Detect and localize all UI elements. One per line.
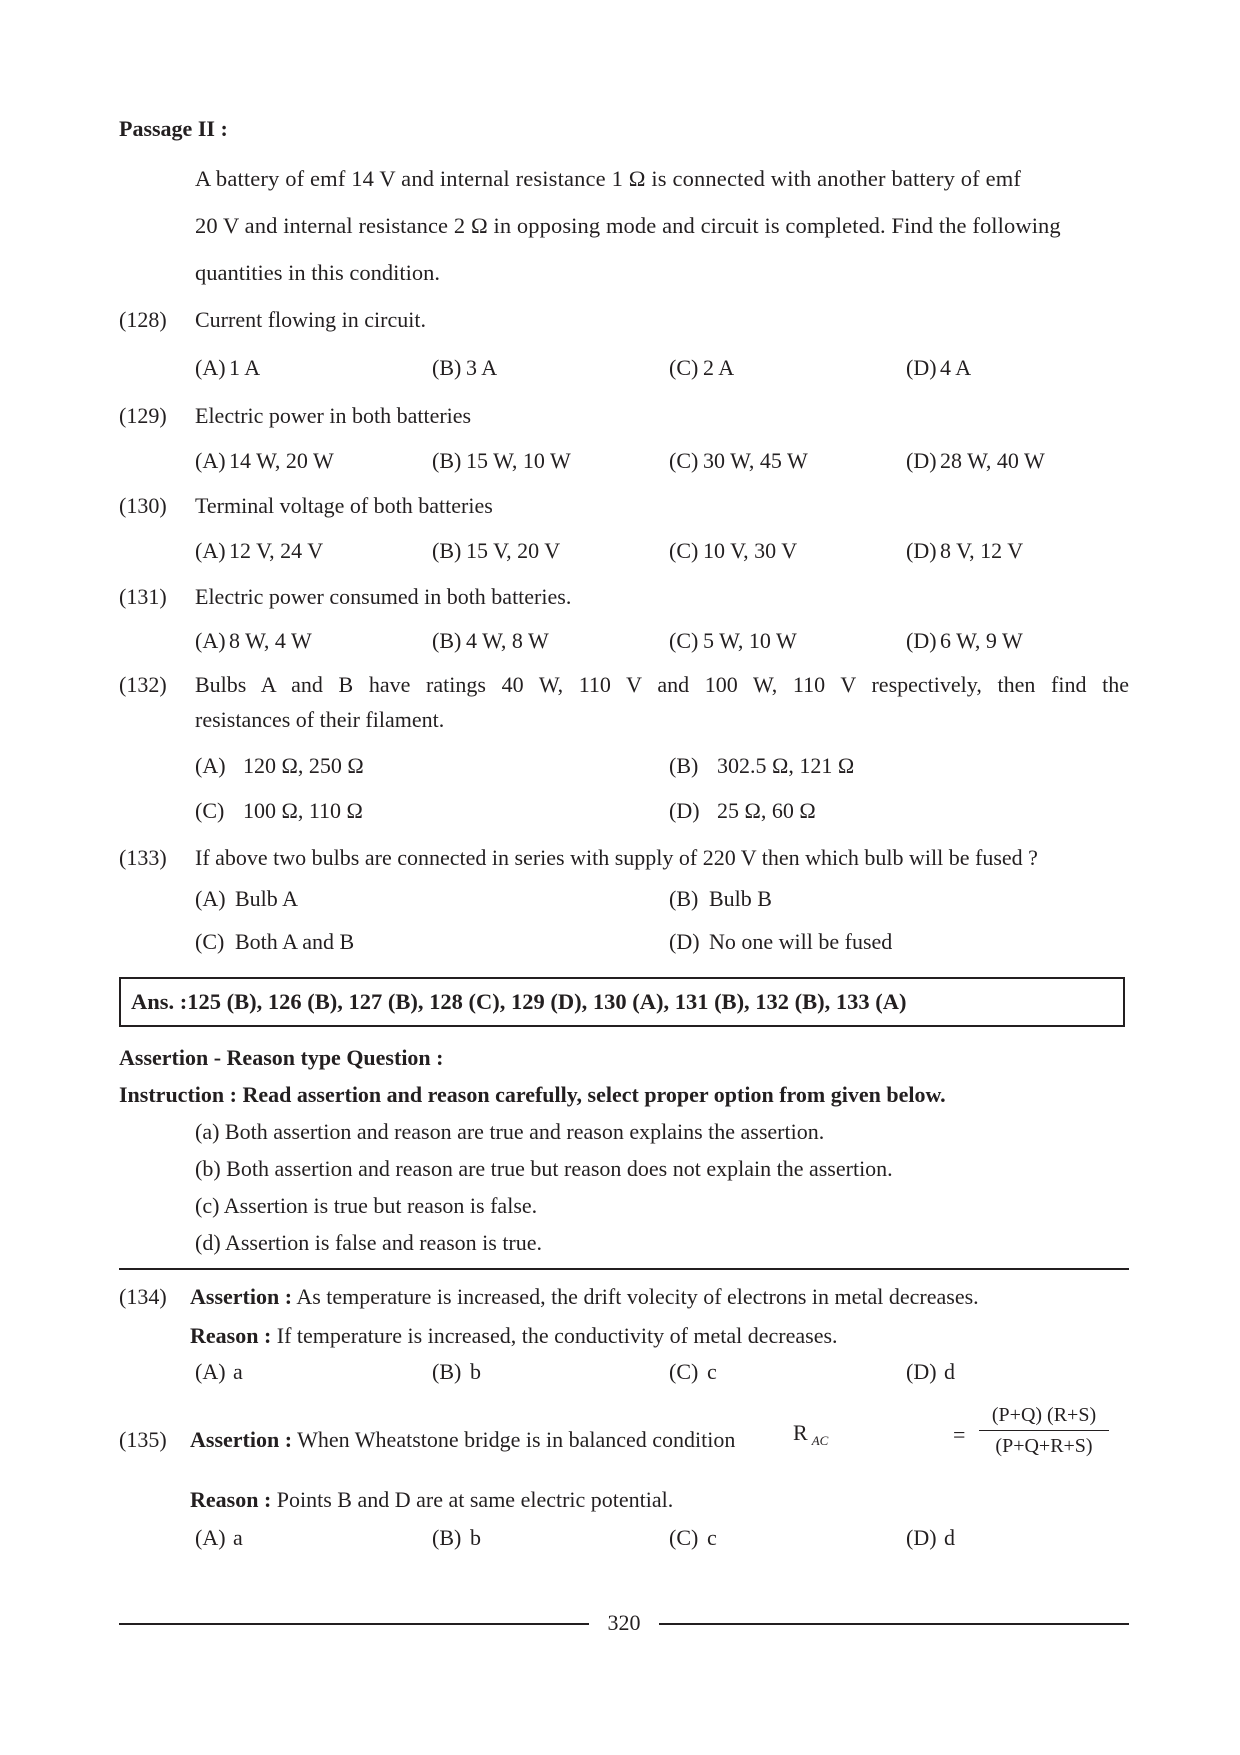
question-number: (130) bbox=[119, 493, 167, 518]
option-c: (C) Both A and B bbox=[195, 929, 355, 954]
option-c: (C) 100 Ω, 110 Ω bbox=[195, 798, 363, 823]
option-a: (A) a bbox=[195, 1525, 243, 1550]
choice-b: (b) Both assertion and reason are true but reason does not explain the assertion. bbox=[195, 1156, 893, 1181]
option-b: (B) 3 A bbox=[432, 355, 498, 380]
option-b: (B) Bulb B bbox=[669, 886, 772, 911]
option-b: (B) 15 V, 20 V bbox=[432, 538, 561, 563]
question-text: If above two bulbs are connected in series with supply of 220 V then which bulb will be fused ? bbox=[195, 845, 1038, 870]
option-a: (A) 8 W, 4 W bbox=[195, 628, 312, 653]
formula-lhs: R $_{AC}$ bbox=[793, 1420, 829, 1449]
question-number: (133) bbox=[119, 845, 167, 870]
option-a: (A) Bulb A bbox=[195, 886, 298, 911]
option-d: (D) 6 W, 9 W bbox=[906, 628, 1023, 653]
question-number: (132) bbox=[119, 672, 167, 697]
option-a: (A) 120 Ω, 250 Ω bbox=[195, 753, 364, 778]
option-b: (B) b bbox=[432, 1525, 481, 1550]
option-c: (C) 2 A bbox=[669, 355, 735, 380]
formula-numerator: (P+Q) (R+S) bbox=[991, 1404, 1097, 1426]
fraction-bar bbox=[979, 1430, 1109, 1431]
assertion-line: Assertion : When Wheatstone bridge is in balanced condition bbox=[190, 1427, 736, 1452]
option-a: (A) 14 W, 20 W bbox=[195, 448, 334, 473]
assertion-line: Assertion : As temperature is increased, the drift volecity of electrons in metal decreases. bbox=[190, 1284, 979, 1309]
option-d: (D) 28 W, 40 W bbox=[906, 448, 1045, 473]
option-c: (C) c bbox=[669, 1525, 717, 1550]
question-text: Electric power consumed in both batteries. bbox=[195, 584, 572, 609]
passage-line-3: quantities in this condition. bbox=[195, 260, 440, 285]
option-c: (C) 30 W, 45 W bbox=[669, 448, 808, 473]
option-a: (A) 1 A bbox=[195, 355, 261, 380]
option-c: (C) 5 W, 10 W bbox=[669, 628, 797, 653]
option-d: (D) d bbox=[906, 1359, 955, 1384]
option-d: (D) 25 Ω, 60 Ω bbox=[669, 798, 816, 823]
instruction-text: Instruction : Read assertion and reason carefully, select proper option from given below. bbox=[119, 1082, 946, 1107]
formula-fraction bbox=[979, 1402, 1109, 1459]
option-a: (A) a bbox=[195, 1359, 243, 1384]
formula-denominator: (P+Q+R+S) bbox=[995, 1435, 1093, 1457]
passage-heading: Passage II : bbox=[119, 116, 228, 141]
formula-equals: = bbox=[953, 1422, 966, 1447]
question-text: Terminal voltage of both batteries bbox=[195, 493, 493, 518]
option-d: (D) 8 V, 12 V bbox=[906, 538, 1024, 563]
choice-a: (a) Both assertion and reason are true and reason explains the assertion. bbox=[195, 1119, 825, 1144]
question-text: Current flowing in circuit. bbox=[195, 307, 426, 332]
choice-c: (c) Assertion is true but reason is false. bbox=[195, 1193, 538, 1218]
option-b: (B) 15 W, 10 W bbox=[432, 448, 571, 473]
footer-rule-right bbox=[659, 1623, 1129, 1625]
assertion-section-heading: Assertion - Reason type Question : bbox=[119, 1045, 444, 1070]
question-number: (128) bbox=[119, 307, 167, 332]
question-number: (135) bbox=[119, 1427, 167, 1452]
reason-line: Reason : If temperature is increased, the conductivity of metal decreases. bbox=[190, 1323, 838, 1348]
question-text: Electric power in both batteries bbox=[195, 403, 472, 428]
passage-line-1: A battery of emf 14 V and internal resistance 1 Ω is connected with another battery of emf bbox=[195, 166, 1022, 191]
option-d: (D) d bbox=[906, 1525, 955, 1550]
question-text-line-1: Bulbs A and B have ratings 40 W, 110 V and 100 W, 110 V respectively, then find the bbox=[195, 672, 1129, 697]
option-b: (B) 302.5 Ω, 121 Ω bbox=[669, 753, 855, 778]
option-b: (B) b bbox=[432, 1359, 481, 1384]
page-number: 320 bbox=[607, 1610, 641, 1635]
answer-key-box: Ans. :125 (B), 126 (B), 127 (B), 128 (C), 129 (D), 130 (A), 131 (B), 132 (B), 133 (A) bbox=[119, 977, 1125, 1027]
option-c: (C) 10 V, 30 V bbox=[669, 538, 798, 563]
question-number: (134) bbox=[119, 1284, 167, 1309]
choice-d: (d) Assertion is false and reason is true. bbox=[195, 1230, 543, 1255]
option-a: (A) 12 V, 24 V bbox=[195, 538, 324, 563]
question-number: (129) bbox=[119, 403, 167, 428]
section-divider bbox=[119, 1268, 1129, 1270]
option-b: (B) 4 W, 8 W bbox=[432, 628, 549, 653]
option-d: (D) 4 A bbox=[906, 355, 972, 380]
passage-line-2: 20 V and internal resistance 2 Ω in opposing mode and circuit is completed. Find the following bbox=[195, 213, 1061, 238]
question-text-line-2: resistances of their filament. bbox=[195, 707, 445, 732]
question-number: (131) bbox=[119, 584, 167, 609]
option-c: (C) c bbox=[669, 1359, 717, 1384]
option-d: (D) No one will be fused bbox=[669, 929, 893, 954]
footer-rule-left bbox=[119, 1623, 589, 1625]
reason-line: Reason : Points B and D are at same electric potential. bbox=[190, 1487, 674, 1512]
